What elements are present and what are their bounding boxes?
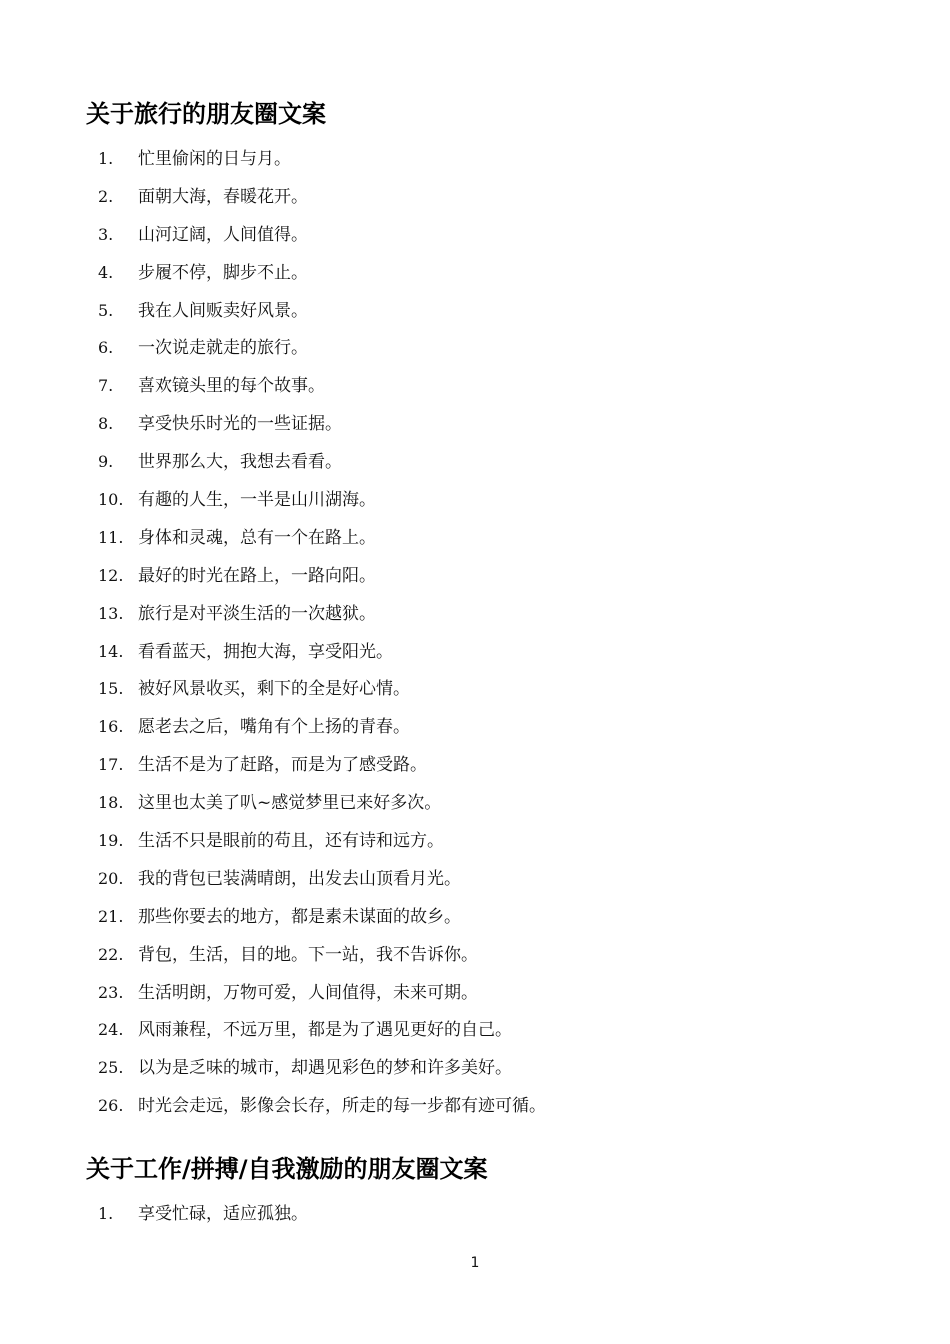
list-item	[0, 941, 900, 979]
list-item-text: 时光会走远，影像会长存，所走的每一步都有迹可循。	[138, 1096, 546, 1117]
list-item-number: 13.	[98, 603, 124, 623]
list-item-text: 看看蓝天，拥抱大海，享受阳光。	[138, 641, 393, 662]
list-item-number: 7.	[98, 376, 114, 396]
list-item-number: 19.	[98, 831, 124, 851]
list-item-text: 一次说走就走的旅行。	[138, 338, 308, 359]
list-item-number: 22.	[98, 944, 124, 964]
list-item-text: 我在人间贩卖好风景。	[138, 300, 308, 321]
list-item	[0, 259, 900, 297]
list-item-number: 23.	[98, 982, 124, 1002]
list-item-text: 旅行是对平淡生活的一次越狱。	[138, 603, 376, 624]
list-item-number: 16.	[98, 717, 124, 737]
list-item-number: 10.	[98, 490, 124, 510]
list-item-text: 世界那么大，我想去看看。	[138, 452, 342, 473]
list-item-number: 21.	[98, 906, 124, 926]
list-item	[0, 562, 900, 600]
list-item-text: 这里也太美了叭~感觉梦里已来好多次。	[138, 793, 442, 814]
list-item-number: 3.	[98, 224, 114, 244]
list-item	[0, 486, 900, 524]
list-item-number: 15.	[98, 679, 124, 699]
list-item-text: 最好的时光在路上，一路向阳。	[138, 565, 376, 586]
list-item-text: 身体和灵魂，总有一个在路上。	[138, 527, 376, 548]
list-item-text: 喜欢镜头里的每个故事。	[138, 376, 325, 397]
list-item-number: 20.	[98, 868, 124, 888]
list-item-text: 面朝大海，春暖花开。	[138, 186, 308, 207]
list-item-text: 那些你要去的地方，都是素未谋面的故乡。	[138, 906, 461, 927]
travel-caption-list	[0, 145, 900, 1130]
list-item	[0, 145, 900, 183]
list-item	[0, 865, 900, 903]
work-caption-list	[0, 1200, 900, 1238]
list-item	[0, 334, 900, 372]
list-item	[0, 638, 900, 676]
list-item-text: 愿老去之后，嘴角有个上扬的青春。	[138, 717, 410, 738]
list-item	[0, 1016, 900, 1054]
list-item-number: 5.	[98, 300, 114, 320]
list-item-number: 11.	[98, 527, 124, 547]
section-title-work: 关于工作/拼搏/自我激励的朋友圈文案	[86, 1155, 488, 1183]
list-item	[0, 675, 900, 713]
list-item	[0, 1200, 900, 1238]
list-item-text: 背包，生活，目的地。下一站，我不告诉你。	[138, 944, 478, 965]
list-item-text: 我的背包已装满晴朗，出发去山顶看月光。	[138, 868, 461, 889]
list-item	[0, 448, 900, 486]
list-item	[0, 751, 900, 789]
list-item-text: 山河辽阔，人间值得。	[138, 224, 308, 245]
list-item-text: 步履不停，脚步不止。	[138, 262, 308, 283]
list-item-number: 4.	[98, 262, 114, 282]
list-item-number: 6.	[98, 338, 114, 358]
list-item-number: 2.	[98, 186, 114, 206]
list-item	[0, 789, 900, 827]
list-item-number: 1.	[98, 1204, 114, 1223]
list-item	[0, 1092, 900, 1130]
list-item	[0, 410, 900, 448]
list-item-text: 生活不是为了赶路，而是为了感受路。	[138, 755, 427, 776]
list-item-text: 忙里偷闲的日与月。	[138, 149, 291, 169]
list-item-number: 25.	[98, 1058, 124, 1078]
list-item	[0, 297, 900, 335]
list-item	[0, 524, 900, 562]
list-item-number: 18.	[98, 793, 124, 813]
list-item-text: 生活不只是眼前的苟且，还有诗和远方。	[138, 831, 444, 852]
list-item-text: 生活明朗，万物可爱，人间值得，未来可期。	[138, 982, 478, 1003]
list-item	[0, 979, 900, 1017]
list-item-text: 以为是乏味的城市，却遇见彩色的梦和许多美好。	[138, 1058, 512, 1079]
list-item-number: 24.	[98, 1020, 124, 1040]
list-item	[0, 183, 900, 221]
list-item	[0, 903, 900, 941]
list-item	[0, 827, 900, 865]
list-item-number: 1.	[98, 149, 114, 168]
list-item-number: 26.	[98, 1096, 124, 1116]
list-item	[0, 372, 900, 410]
list-item-number: 9.	[98, 452, 114, 472]
list-item-text: 风雨兼程，不远万里，都是为了遇见更好的自己。	[138, 1020, 512, 1041]
list-item-text: 有趣的人生，一半是山川湖海。	[138, 490, 376, 511]
section-title-travel: 关于旅行的朋友圈文案	[86, 100, 326, 128]
page-number: 1	[470, 1255, 480, 1271]
list-item-number: 8.	[98, 414, 114, 434]
list-item-text: 享受忙碌，适应孤独。	[138, 1204, 308, 1224]
list-item-number: 14.	[98, 641, 124, 661]
list-item	[0, 1054, 900, 1092]
list-item	[0, 221, 900, 259]
list-item	[0, 713, 900, 751]
list-item-number: 12.	[98, 565, 124, 585]
list-item	[0, 600, 900, 638]
list-item-number: 17.	[98, 755, 124, 775]
list-item-text: 享受快乐时光的一些证据。	[138, 414, 342, 435]
list-item-text: 被好风景收买，剩下的全是好心情。	[138, 679, 410, 700]
